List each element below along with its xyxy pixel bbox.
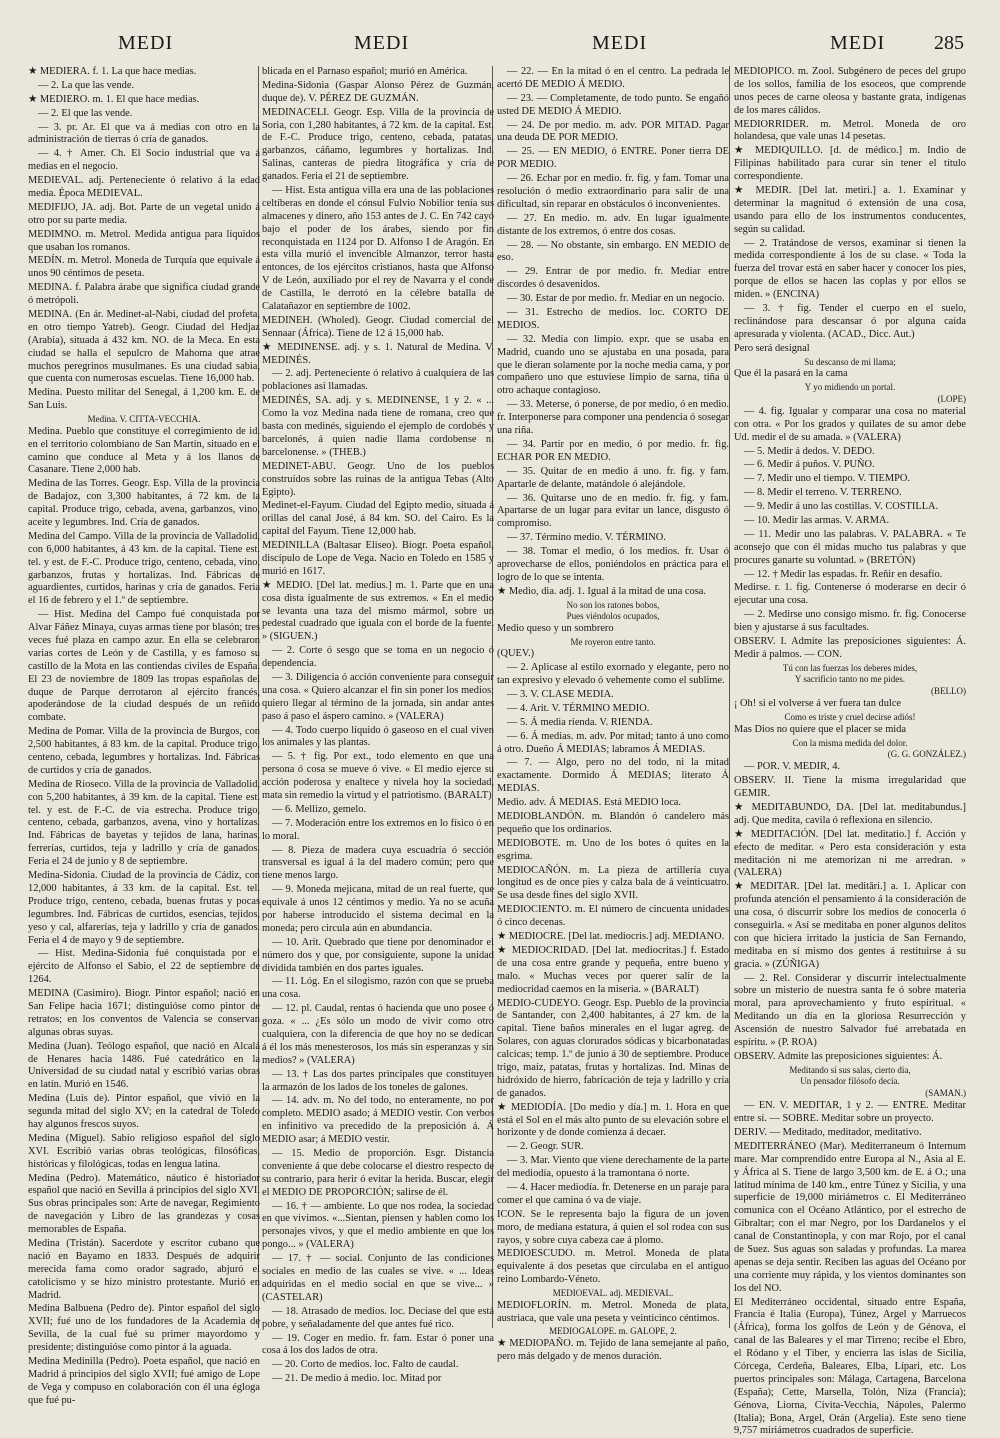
dictionary-entry: ★ MEDIQUILLO. [d. de médico.] m. Indio de Filipinas habilitado para curar sin tener el título correspondiente.: [734, 145, 966, 183]
dictionary-entry: — 5. Medir á dedos. V. DEDO.: [744, 445, 875, 457]
dictionary-entry: — 2. Corte ó sesgo que se toma en un negocio ó dependencia.: [262, 645, 494, 670]
text-column-1: [28, 66, 260, 1406]
dictionary-entry: — 9. Medir á uno las costillas. V. COSTILLA.: [744, 501, 939, 513]
dictionary-entry: DERIV. — Meditado, meditador, meditativo.: [734, 1126, 922, 1138]
dictionary-entry: — 10. Medir las armas. V. ARMA.: [744, 514, 890, 526]
dictionary-entry: ★ Medio, dia. adj. 1. Igual á la mitad de una cosa.: [497, 585, 706, 597]
dictionary-entry: — 31. Estrecho de medios. loc. CORTO DE MEDIOS.: [497, 307, 729, 331]
dictionary-entry: (LOPE): [937, 393, 966, 404]
dictionary-entry: Medio queso y un sombrero: [497, 622, 614, 634]
dictionary-entry: MEDINACELI. Geogr. Esp. Villa de la provincia de Soria, con 1,280 habitantes, á 72 km. de la capital. Est. de F.-C. Produce trigo, centeno, cebada, patatas, garbanzos, cáñamo, legumbres y hortalizas. Ind. Salinas, canteras de piedra litográfica y cría de ganados. Feria el 21 de septiembre.: [262, 106, 494, 183]
dictionary-entry: — 23. — Completamente, de todo punto. Se engañó usted DE MEDIO Á MEDIO.: [497, 92, 729, 117]
dictionary-entry: MEDINET-ABU. Geogr. Uno de los pueblos construídos sobre las ruinas de la antigua Tebas (Alto Egipto).: [262, 460, 494, 498]
dictionary-entry: — 26. Echar por en medio. fr. fig. y fam. Tomar una resolución ó medio extraordinario para salir de una dificultad, sin reparar en obstáculos ó inconvenientes.: [497, 173, 729, 210]
dictionary-entry: Pero será designal: [734, 342, 810, 354]
dictionary-entry: — 25. — EN MEDIO, ó ENTRE. Poner tierra DE POR MEDIO.: [497, 146, 729, 171]
text-column-3: [497, 66, 729, 1362]
dictionary-entry: OBSERV. Admite las preposiciones siguientes: Á.: [734, 1050, 943, 1062]
dictionary-entry: — 11. Lóg. En el silogismo, razón con que se prueba una cosa.: [262, 976, 494, 1001]
dictionary-entry: MEDIOEVAL. adj. MEDIEVAL.: [552, 1288, 674, 1299]
dictionary-entry: Con la misma medida del dolor.: [792, 737, 908, 748]
dictionary-entry: Y yo midiendo un portal.: [804, 382, 896, 393]
dictionary-entry: Medina (Pedro). Matemático, náutico é historiador español que nació en Sevilla á principios del siglo XVI. Sus obras principales son: Arte de navegar, Regimiento de navegación y Libro de las grandezas y cosas memorables de España.: [28, 1172, 260, 1236]
dictionary-entry: MEDIOESCUDO. m. Metrol. Moneda de plata equivalente á dos pesetas que circulaba en el antiguo reino Lombardo-Véneto.: [497, 1248, 729, 1286]
dictionary-entry: — 27. En medio. m. adv. En lugar igualmente distante de los extremos, ó entre dos cosas.: [497, 212, 729, 237]
dictionary-entry: Medinet-el-Fayum. Ciudad del Egipto medio, situada á orillas del canal José, á 84 km. SO. del Cairo. Es la capital del Fayum. Tiene 12,000 hab.: [262, 500, 494, 538]
dictionary-entry: Y sacrificio tanto no me pides.: [794, 674, 906, 685]
running-head-word: MEDI: [118, 32, 174, 54]
dictionary-entry: — Hist. Esta antigua villa era una de las poblaciones celtíberas en donde el cónsul Fulvio Nobilior tenía sus almacenes y dinero, año 153 antes de J. C. En 742 cayó bajo el poder de los árabes, siendo por fin reconquistada en 1124 por D. Alfonso I de Aragón. En esta villa murió el invencible Almanzor, terror hasta entonces, de los ejércitos cristianos, hasta que Alfonso V de León, auxiliado por el rey de Navarra y el conde de Castilla, le derrotó en la célebre batalla de Calatañazor en septiembre de 1002.: [262, 185, 494, 313]
dictionary-entry: MEDINILLA (Baltasar Eliseo). Biogr. Poeta español, discípulo de Lope de Vega. Nacio en Toledo en 1585 y murió en 1617.: [262, 540, 494, 577]
dictionary-entry: — 3. pr. Ar. El que va á medias con otro en la administración de tierras ó cría de ganados.: [28, 121, 260, 146]
dictionary-entry: ★ MEDIOPAÑO. m. Tejido de lana semejante al paño, pero más delgado y de menos duración.: [497, 1338, 729, 1362]
dictionary-entry: Medina de Pomar. Villa de la provincia de Burgos, con 2,500 habitantes, á 83 km. de la capital. Produce trigo, centeno, cebada, legumbres y hortalizas. Ind. Fábricas de curtidos y cría de ganados.: [28, 726, 260, 776]
dictionary-entry: Como es triste y cruel decirse adiós!: [784, 712, 916, 723]
dictionary-entry: Medina Medinilla (Pedro). Poeta español, que nació en Madrid á principios del siglo XVII; fué amigo de Lope de Vega y compuso en colaboración con él una égloga que fué pu-: [28, 1356, 260, 1406]
running-head-word: MEDI: [592, 32, 648, 54]
dictionary-entry: — 4. † Amer. Ch. El Socio industrial que va á medias en el negocio.: [28, 148, 260, 173]
dictionary-entry: MEDIEVAL. adj. Perteneciente ó relativo á la edad media. Época MEDIEVAL.: [28, 175, 260, 200]
dictionary-entry: — 14. adv. m. No del todo, no enteramente, no por completo. MEDIO asado; á MEDIO vestir. Con verbos en infinitivo va precedido de la preposición á. Á MEDIO asar; á MEDIO vestir.: [262, 1095, 494, 1146]
dictionary-entry: MEDINA. f. Palabra árabe que significa ciudad grande ó metrópoli.: [28, 282, 260, 307]
dictionary-entry: No son los ratones bobos,: [566, 599, 660, 610]
dictionary-entry: ★ MEDIERA. f. 1. La que hace medias.: [28, 66, 197, 77]
dictionary-entry: — 18. Atrasado de medios. loc. Decíase del que está pobre, y señaladamente del que antes fué rico.: [262, 1305, 494, 1330]
dictionary-entry: Medina (Luis de). Pintor español, que vivió en la segunda mitad del siglo XV; en la catedral de Toledo hay algunos frescos suyos.: [28, 1093, 260, 1130]
dictionary-entry: — 16. † — ambiente. Lo que nos rodea, la sociedad en que vivimos. «...Sientan, piensen y hablen como los personajes vivos, y que el medio ambiente en que los pongo... » (VALERA): [262, 1200, 494, 1251]
dictionary-entry: OBSERV. II. Tiene la misma irregularidad que GEMIR.: [734, 775, 966, 800]
dictionary-entry: — 9. Moneda mejicana, mitad de un real fuerte, que equivale á unos 12 céntimos y medio. Ya no se acuña por haberse introducido el sistema decimal en la moneda; pero circula aún en abundancia.: [262, 884, 494, 934]
dictionary-entry: — 20. Corto de medios. loc. Falto de caudal.: [272, 1359, 459, 1371]
dictionary-entry: — 2. Medirse uno consigo mismo. fr. fig. Conocerse bien y ajustarse á sus facultades.: [734, 609, 966, 634]
dictionary-entry: — 30. Estar de por medio. fr. Mediar en un negocio.: [507, 293, 725, 305]
dictionary-entry: MEDIMNO. m. Metrol. Medida antigua para líquidos que usaban los romanos.: [28, 228, 260, 253]
dictionary-entry: MEDIOBOTE. m. Uno de los botes ó quites en la esgrima.: [497, 837, 729, 862]
text-column-2: [262, 66, 494, 1385]
dictionary-entry: — 12. † Medir las espadas. fr. Reñir en desafío.: [744, 568, 943, 580]
dictionary-entry: — 15. Medio de proporción. Esgr. Distancia conveniente á que debe colocarse el diestro respecto de su contrario, para herir ó evitar la herida. Buscar, elegir el MEDIO DE PROPORCIÓN; salirse de él.: [262, 1148, 494, 1198]
dictionary-entry: MEDINEH. (Wholed). Geogr. Ciudad comercial del Sennaar (África). Tiene de 12 á 15,000 hab.: [262, 314, 494, 339]
dictionary-entry: MEDINA. (En ár. Medinet-al-Nabi, ciudad del profeta, en otro tiempo Yatreb). Geogr. Ciudad del Hedjaz (Arabia), situada á 432 km. NO. de la Meca. En esta ciudad se halla el sepulcro de Mahoma que atrae muchos peregrinos musulmanes. Es una ciudad sabia, que cuenta con numerosas escuelas. Tiene 16,000 hab.: [28, 309, 260, 385]
dictionary-entry: blicada en el Parnaso español; murió en América.: [262, 66, 468, 77]
dictionary-entry: — 2. Rel. Considerar y discurrir intelectualmente sobre un misterio de nuestra santa fe ó sobre materia moral, para aprovechamiento y fruto espiritual. « Meditando un día en la gloriosa Resurrección y Ascensión de nuestro Salvador fué arrebatada en espíritu. » (P. ROA): [734, 972, 966, 1049]
dictionary-entry: MEDINÉS, SA. adj. y s. MEDINENSE, 1 y 2. « ... Como la voz Medina nada tiene de romana, creo que basta con medinés, siguiendo el ejemplo de cordobés y barcelonés, á quien nadie llama cordobense ni barcelonense. » (THEB.): [262, 395, 494, 458]
dictionary-entry: Medina. Puesto militar del Senegal, á 1,200 km. E. de San Luis.: [28, 387, 260, 412]
dictionary-entry: Su descanso de mi llama;: [804, 356, 896, 367]
dictionary-entry: (SAMAN.): [925, 1088, 966, 1099]
dictionary-entry: Tú con las fuerzas los deberes mides,: [782, 662, 918, 673]
dictionary-entry: — 4. Hacer mediodía. fr. Detenerse en un paraje para comer el que camina ó va de viaje.: [497, 1181, 729, 1206]
dictionary-entry: MEDIO-CUDEYO. Geogr. Esp. Pueblo de la provincia de Santander, con 2,400 habitantes, á 27 km. de la capital. Tiene baños minerales en el lugar agreg. de Solares, con aguas clorurados sódicas y bicarbonatadas calcicas; temp. 1.º de junio á 30 de septiembre. Produce trigo, maíz, patatas, frutas y hortalizas. Ind. Minas de hidróxido de hierro, fabricación de teja y ladrillo y cría de ganados.: [497, 997, 729, 1099]
dictionary-entry: Meditando sí sus salas, cierto día,: [789, 1064, 911, 1075]
dictionary-entry: MEDITERRÁNEO (Mar). Mediterraneum ó Internum mare. Mar comprendido entre Europa al N., Asia al E. y África al S. Tiene de largo 3,500 km. de E. á O.; una latitud mínima de 140 km., entre Túnez y Sicilia, y una superficie de 19,000 miriámetros c. El Mediterráneo comunica con el Océano Atlántico, por el estrecho de Gibraltar; con el mar Negro, por los Dardanelos y el canal de Constantinopla, y con mar Rojo, por el canal de Suez. Sus aguas son saladas y profundas. La marea apenas se deja sentir. Reciben las aguas del Océano por una corriente muy rápida, y los vientos dominantes son los del NO.: [734, 1140, 966, 1294]
dictionary-entry: — 3. Mar. Viento que viene derechamente de la parte del mediodía, opuesto á la tramontana ó norte.: [497, 1155, 729, 1180]
dictionary-entry: Me royeron entre tanto.: [570, 636, 656, 647]
dictionary-entry: — 17. † — social. Conjunto de las condiciones sociales en medio de las cuales se vive. « ... Ideas adquiridas en el medio social en que se vive... » (CASTELAR): [262, 1253, 494, 1303]
dictionary-entry: — 33. Meterse, ó ponerse, de por medio, ó en medio. fr. Interponerse para componer una pendencia ó sosegar una riña.: [497, 399, 729, 437]
dictionary-entry: — 19. Coger en medio. fr. fam. Estar ó poner una cosa á los dos lados de otra.: [262, 1332, 494, 1357]
dictionary-entry: — 3. Diligencia ó acción conveniente para conseguir una cosa. « Quiero alcanzar el fin sin poner los medios; quiero llegar al término de la jornada, sin andar antes paso á paso el áspero camino. » (VALERA): [262, 671, 494, 722]
dictionary-entry: — 5. Á media rienda. V. RIENDA.: [507, 716, 653, 728]
dictionary-entry: MEDIOCIENTO. m. El número de cincuenta unidades ó cinco decenas.: [497, 904, 729, 929]
dictionary-entry: Medio. adv. Á MEDIAS. Está MEDIO loca.: [497, 797, 682, 809]
dictionary-entry: Medina-Sidonia. Ciudad de la provincia de Cádiz, con 12,000 habitantes, á 33 km. de la capital. Est. tel. Produce trigo, centeno, cebada, buenas frutas y pocas legumbres. Ind. Fábricas de curtidos, esencias, tejidos, yeso y cal, alfarerías, teja y ladrillo y cría de ganados. Feria el 4 de mayo y 9 de septiembre.: [28, 870, 260, 946]
dictionary-entry: MEDIOCAÑÓN. m. La pieza de artillería cuya longitud es de once pies y calza bala de á veinticuatro. Se usa desde fines del siglo XVII.: [497, 864, 729, 902]
dictionary-entry: — 2. Geogr. SUR.: [507, 1141, 584, 1153]
dictionary-entry: Que él la pasará en la cama: [734, 368, 848, 380]
dictionary-entry: — EN. V. MEDITAR, 1 y 2. — ENTRE. Meditar entre sí. — SOBRE. Meditar sobre un proyecto.: [734, 1100, 966, 1125]
dictionary-entry: ★ MEDIO. [Del lat. medius.] m. 1. Parte que en una cosa dista igualmente de sus extremos. « En el medio se levanta una taza del mismo mármol, sobre un pedestal cuadrado que iguala con el borde de la fuente. » (SIGUEN.): [262, 579, 494, 643]
dictionary-entry: ★ MEDIOCRE. [Del lat. mediocris.] adj. MEDIANO.: [497, 931, 725, 943]
dictionary-entry: MEDIOBLANDÓN. m. Blandón ó candelero más pequeño que los ordinarios.: [497, 811, 729, 835]
dictionary-entry: OBSERV. I. Admite las preposiciones siguientes: Á. Medir á palmos. — CON.: [734, 636, 966, 660]
dictionary-entry: — 35. Quitar de en medio á uno. fr. fig. y fam. Apartarle de delante, matándole ó alejándole.: [497, 465, 729, 490]
dictionary-entry: — Hist. Medina del Campo fué conquistada por Alvar Fáñez Minaya, cuyas armas tiene por blasón; tres veces fué plaza en campo azur. En ella se celebraron varias cortes de León y de Castilla, y es famoso su castillo de la Mota en las contiendas civiles de España. El 23 de noviembre de 1809 las tropas españolas del duque de Parque derrotaron al ejército francés, apoderándose de la ciudad después de un reñido combate.: [28, 609, 260, 724]
dictionary-entry: MEDÍN. m. Metrol. Moneda de Turquía que equivale á unos 90 céntimos de peseta.: [28, 255, 260, 280]
dictionary-entry: — 6. Á medias. m. adv. Por mitad; tanto á uno como á otro. Dueño Á MEDIAS; labramos Á MEDIAS.: [497, 730, 729, 755]
dictionary-entry: — 2. La que las vende.: [38, 79, 135, 91]
dictionary-entry: Medirse. r. 1. fig. Contenerse ó moderarse en decir ó ejecutar una cosa.: [734, 582, 966, 607]
dictionary-entry: Pues viéndolos ocupados,: [566, 611, 660, 622]
dictionary-entry: (QUEV.): [497, 648, 535, 660]
dictionary-entry: — 4. fig. Igualar y comparar una cosa no material con otra. « Por los grados y quilates de su amor debe Ud. medir el de su amada. » (VALERA): [734, 405, 966, 443]
dictionary-entry: — Hist. Medina-Sidonia fué conquistada por el ejército de Alfonso el Sabio, el 22 de septiembre de 1264.: [28, 948, 260, 986]
dictionary-entry: — 12. pl. Caudal, rentas ó hacienda que uno posee ó goza. « ... ¿Es sólo un modo de vivir como otro cualquiera, con la diferencia de que hoy no se dedican á él los más menesterosos, los más sin esperanzas y sin medios? » (VALERA): [262, 1003, 494, 1066]
dictionary-entry: — 38. Tomar el medio, ó los medios. fr. Usar ó aprovecharse de ellos, poniéndolos en práctica para el logro de lo que se intenta.: [497, 546, 729, 583]
running-head-word: MEDI: [830, 32, 886, 54]
dictionary-entry: Mas Dios no quiere que el placer se mida: [734, 723, 906, 735]
dictionary-entry: ICON. Se le representa bajo la figura de un joven moro, de mediana estatura, á quien el sol rodea con sus rayos, y sobre cuya cabeza cae á plomo.: [497, 1208, 729, 1246]
dictionary-entry: — 36. Quitarse uno de en medio. fr. fig. y fam. Apartarse de un lugar para evitar un lance, disgusto ó compromiso.: [497, 492, 729, 530]
dictionary-entry: Medina. V. CITTA-VECCHIA.: [87, 414, 201, 425]
dictionary-entry: — 2. adj. Perteneciente ó relativo á cualquiera de las poblaciones así llamadas.: [262, 368, 494, 393]
dictionary-entry: (BELLO): [931, 686, 966, 696]
dictionary-entry: Medina del Campo. Villa de la provincia de Valladolid, con 6,000 habitantes, á 43 km. de la capital. Tiene est. tel. y est. de F.-C. Produce trigo, centeno, cebada, vino, garbanzos, frutas y hortalizas. Ind. Fábricas de aguardientes, curtidos, harinas y cría de ganados. Feria el 16 de febrero y el 1.º de septiembre.: [28, 530, 260, 607]
dictionary-entry: — 32. Media con limpio. expr. que se usaba en Madrid, cuando uno se ajustaba en una posada, para que le dieran solamente por la noche media cama, y por compañero uno que estuviese limpio de sarna, tiña ú otro achaque contagioso.: [497, 333, 729, 397]
dictionary-entry: — POR. V. MEDIR, 4.: [744, 761, 841, 773]
dictionary-entry: — 6. Medir á puños. V. PUÑO.: [744, 459, 875, 471]
dictionary-entry: — 7. — Algo, pero no del todo, ni la mitad exactamente. Dormido Á MEDIAS; literato Á MEDIAS.: [497, 757, 729, 795]
dictionary-entry: — 11. Medir uno las palabras. V. PALABRA. « Te aconsejo que con él midas mucho tus palabras y que procures ganarte su voluntad. » (BRETÓN): [734, 528, 966, 566]
dictionary-entry: ★ MEDINENSE. adj. y s. 1. Natural de Medina. V. MEDINÉS.: [262, 341, 494, 366]
dictionary-entry: — 28. — No obstante, sin embargo. EN MEDIO de eso.: [497, 239, 729, 264]
dictionary-entry: ★ MEDIOCRIDAD. [Del lat. mediocritas.] f. Estado de una cosa entre grande y pequeña, entre bueno y malo. « Muchas veces por querer salir de la mediocridad caemos en la miseria. » (BARALT): [497, 944, 729, 995]
dictionary-entry: ★ MEDIODÍA. [Do medio y día.] m. 1. Hora en que está el Sol en el más alto punto de su elevación sobre el horizonte y de donde comienza á decaer.: [497, 1101, 729, 1139]
dictionary-entry: — 2. Aplicase al estilo exornado y elegante, pero no tan expresivo y elevado ó vehemente como el sublime.: [497, 662, 729, 687]
dictionary-entry: ★ MEDITAR. [Del lat. meditāri.] a. 1. Aplicar con profunda atención el pensamiento á la consideración de una cosa, ó discurrir sobre los medios de conocerla ó conseguirla. « Así se meditaba en poner algunos delitos con que hiciera irritado la justicia de San Fernando, meditaba en sí mismo dos gentes á restituirse á su gracia. » (ZÚÑIGA): [734, 881, 966, 970]
dictionary-entry: — 7. Moderación entre los extremos en lo físico ó en lo moral.: [262, 817, 494, 842]
dictionary-entry: — 34. Partir por en medio, ó por medio. fr. fig. ECHAR POR EN MEDIO.: [497, 438, 729, 463]
dictionary-entry: ¡ Oh! si el volverse á ver fuera tan dulce: [734, 698, 902, 710]
dictionary-entry: MEDIORRIDER. m. Metrol. Moneda de oro holandesa, que vale unas 14 pesetas.: [734, 118, 966, 143]
dictionary-entry: ★ MEDIR. [Del lat. metiri.] a. 1. Examinar y determinar la magnitud ó extensión de una cosa, usando para ello de los instrumentos conducentes, según su calidad.: [734, 185, 966, 235]
dictionary-entry: MEDIOFLORÍN. m. Metrol. Moneda de plata, austriaca, que vale una peseta y veinticinco céntimos.: [497, 1299, 729, 1324]
dictionary-entry: Un pensador filósofo decía.: [800, 1076, 900, 1087]
dictionary-entry: ★ MEDITACIÓN. [Del lat. meditatio.] f. Acción y efecto de meditar. « Pero esta consideración y esta meditación ni me atemorizan ni me arredran. » (VALERA): [734, 828, 966, 879]
dictionary-entry: — 8. Medir el terreno. V. TERRENO.: [744, 487, 902, 499]
dictionary-entry: Medina (Tristán). Sacerdote y escritor cubano que nació en Bayamo en 1833. Después de adquirir merecida fama como orador sagrado, abjuró el catolicismo y se hizo ministro protestante. Murió en Madrid.: [28, 1237, 260, 1301]
dictionary-entry: ★ MEDIERO. m. 1. El que hace medias.: [28, 93, 200, 105]
dictionary-entry: — 13. † Las dos partes principales que constituyen la armazón de los lados de los toneles de galones.: [262, 1068, 494, 1093]
dictionary-entry: — 7. Medir uno el tiempo. V. TIEMPO.: [744, 473, 910, 485]
dictionary-entry: Medina Balbuena (Pedro de). Pintor español del siglo XVII; fué uno de los fundadores de la Academia de Sevilla, de la cual fué su primer mayordomo y presidente; distinguióse como pintor á la aguada.: [28, 1303, 260, 1354]
running-head-word: MEDI: [354, 32, 410, 54]
dictionary-entry: — 37. Término medio. V. TÉRMINO.: [507, 532, 666, 544]
dictionary-entry: — 4. Todo cuerpo líquido ó gaseoso en el cual viven los animales y las plantas.: [262, 724, 494, 749]
dictionary-entry: Medina. Pueblo que constituye el corregimiento de id. en el territorio colombiano de San Martín, situado en el camino que conduce al Meta y á los llanos de Casanare. Tiene 2,000 hab.: [28, 425, 260, 476]
dictionary-entry: Medina (Juan). Teólogo español, que nació en Alcalá de Henares hacia 1486. Fué catedrático en la Universidad de su ciudad natal y escribió varias obras en latín. Murió en 1546.: [28, 1040, 260, 1091]
dictionary-entry: — 6. Mellizo, gemelo.: [272, 803, 367, 815]
dictionary-entry: — 21. De medio á medio. loc. Mitad por: [272, 1373, 442, 1385]
dictionary-entry: El Mediterráneo occidental, situado entre España, Francia é Italia (Europa), Túnez, Argel y Marruecos (África), forma los golfos de León y de Génova, el canal de las Baleares y el mar Tirreno; recibe el Ebro, el Ródano y el Tíber, y encierra las islas de Sicilia, Córcega, Cerdeña, Baleares, Elba, Lípari, etc. Los puertos principales son: Málaga, Cartagena, Barcelona (España); Cette, Marsella, Tolón, Niza (Francia); Génova, Liorna, Civita-Vecchia, Nápoles, Palermo (Italia); Bona, Argel, Orán (Argelia). Este seno tiene 9,757 miriámetros cuadrados de superficie.: [734, 1296, 966, 1437]
dictionary-entry: — 10. Arit. Quebrado que tiene por denominador el número dos y que, por consiguiente, supone la unidad dividida también en dos partes iguales.: [262, 936, 494, 974]
dictionary-entry: — 24. De por medio. m. adv. POR MITAD. Pagar una deuda DE POR MEDIO.: [497, 119, 729, 144]
dictionary-entry: Medina de Rioseco. Villa de la provincia de Valladolid, con 5,200 habitantes, á 39 km. de la capital. Tiene est. tel. y est. de F.-C. de vía estrecha. Produce trigo, centeno, cebada, garbanzos, avena, vino y hortalizas. Ind. Fábricas de bayetas y tejidos de lana, harinas, ferrerías, curtidos, teja y ladrillo y cría de ganados. Feria el 24 de junio y 8 de septiembre.: [28, 778, 260, 868]
dictionary-entry: — 3. V. CLASE MEDIA.: [507, 689, 614, 701]
dictionary-entry: Medina-Sidonia (Gaspar Alonso Pérez de Guzmán, duque de). V. PÉREZ DE GUZMÁN.: [262, 79, 494, 104]
dictionary-entry: — 29. Entrar de por medio. fr. Mediar entre discordes ó desavenidos.: [497, 266, 729, 291]
dictionary-entry: — 4. Arit. V. TÉRMINO MEDIO.: [507, 702, 650, 714]
dictionary-entry: MEDIFIJO, JA. adj. Bot. Parte de un vegetal unido á otro por su parte media.: [28, 201, 260, 226]
page-number: 285: [934, 32, 964, 54]
dictionary-entry: — 8. Pieza de madera cuya escuadría ó sección transversal es igual á la del madero común; pero que tiene menos largo.: [262, 844, 494, 882]
dictionary-entry: MEDINA (Casimiro). Biogr. Pintor español; nació en San Felipe hacia 1671; distinguióse como pintor de retratos; en los conventos de Valencia se conservan algunas obras suyas.: [28, 988, 260, 1038]
dictionary-entry: — 3. † fig. Tender el cuerpo en el suelo, reclinándose para descansar ó por alguna caída apresurada y violenta. (ACAD., Dicc. Aut.): [734, 303, 966, 340]
dictionary-entry: MEDIOPICO. m. Zool. Subgénero de peces del grupo de los sollos, familia de los esoceos, que comprende unos peces de carne oleosa y bastante grata, indígenas de los mares cálidos.: [734, 66, 966, 116]
dictionary-entry: — 2. Tratándose de versos, examinar si tienen la medida correspondiente á los de su clase. « Toda la fuerza del trovar está en saber hacer y conocer los pies, porque de ellos se hacen las coplas y por ellos se miden. » (ENCINA): [734, 237, 966, 301]
column-divider: [729, 66, 730, 1328]
dictionary-entry: — 5. † fig. Por ext., todo elemento en que una persona ó cosa se mueve ó vive. « El medio ejerce su acción poderosa y enaltece y nivela hoy la sociedad, mata sin remedio la virtud y el patriotismo. (BARALT): [262, 751, 494, 801]
dictionary-entry: ★ MEDITABUNDO, DA. [Del lat. meditabundus.] adj. Que medita, cavila ó reflexiona en silencio.: [734, 801, 966, 826]
dictionary-entry: (G. G. GONZÁLEZ.): [887, 749, 966, 760]
running-header: [0, 32, 1000, 62]
dictionary-entry: — 22. — En la mitad ó en el centro. La pedrada le acertó DE MEDIO Á MEDIO.: [497, 66, 729, 90]
dictionary-entry: MEDIOGALOPE. m. GALOPE, 2.: [549, 1326, 677, 1337]
dictionary-entry: Medina de las Torres. Geogr. Esp. Villa de la provincia de Badajoz, con 3,300 habitantes, á 72 km. de la capital. Produce trigo, cebada, avena, garbanzos, vino, aceite y legumbres. Ind. Cría de ganados.: [28, 478, 260, 528]
text-column-4: [734, 66, 966, 1437]
dictionary-entry: — 2. El que las vende.: [38, 107, 133, 119]
dictionary-entry: Medina (Miguel). Sabio religioso español del siglo XVI. Escribió varias obras teológicas, filosóficas, históricas y filológicas, todas en lengua latina.: [28, 1132, 260, 1170]
